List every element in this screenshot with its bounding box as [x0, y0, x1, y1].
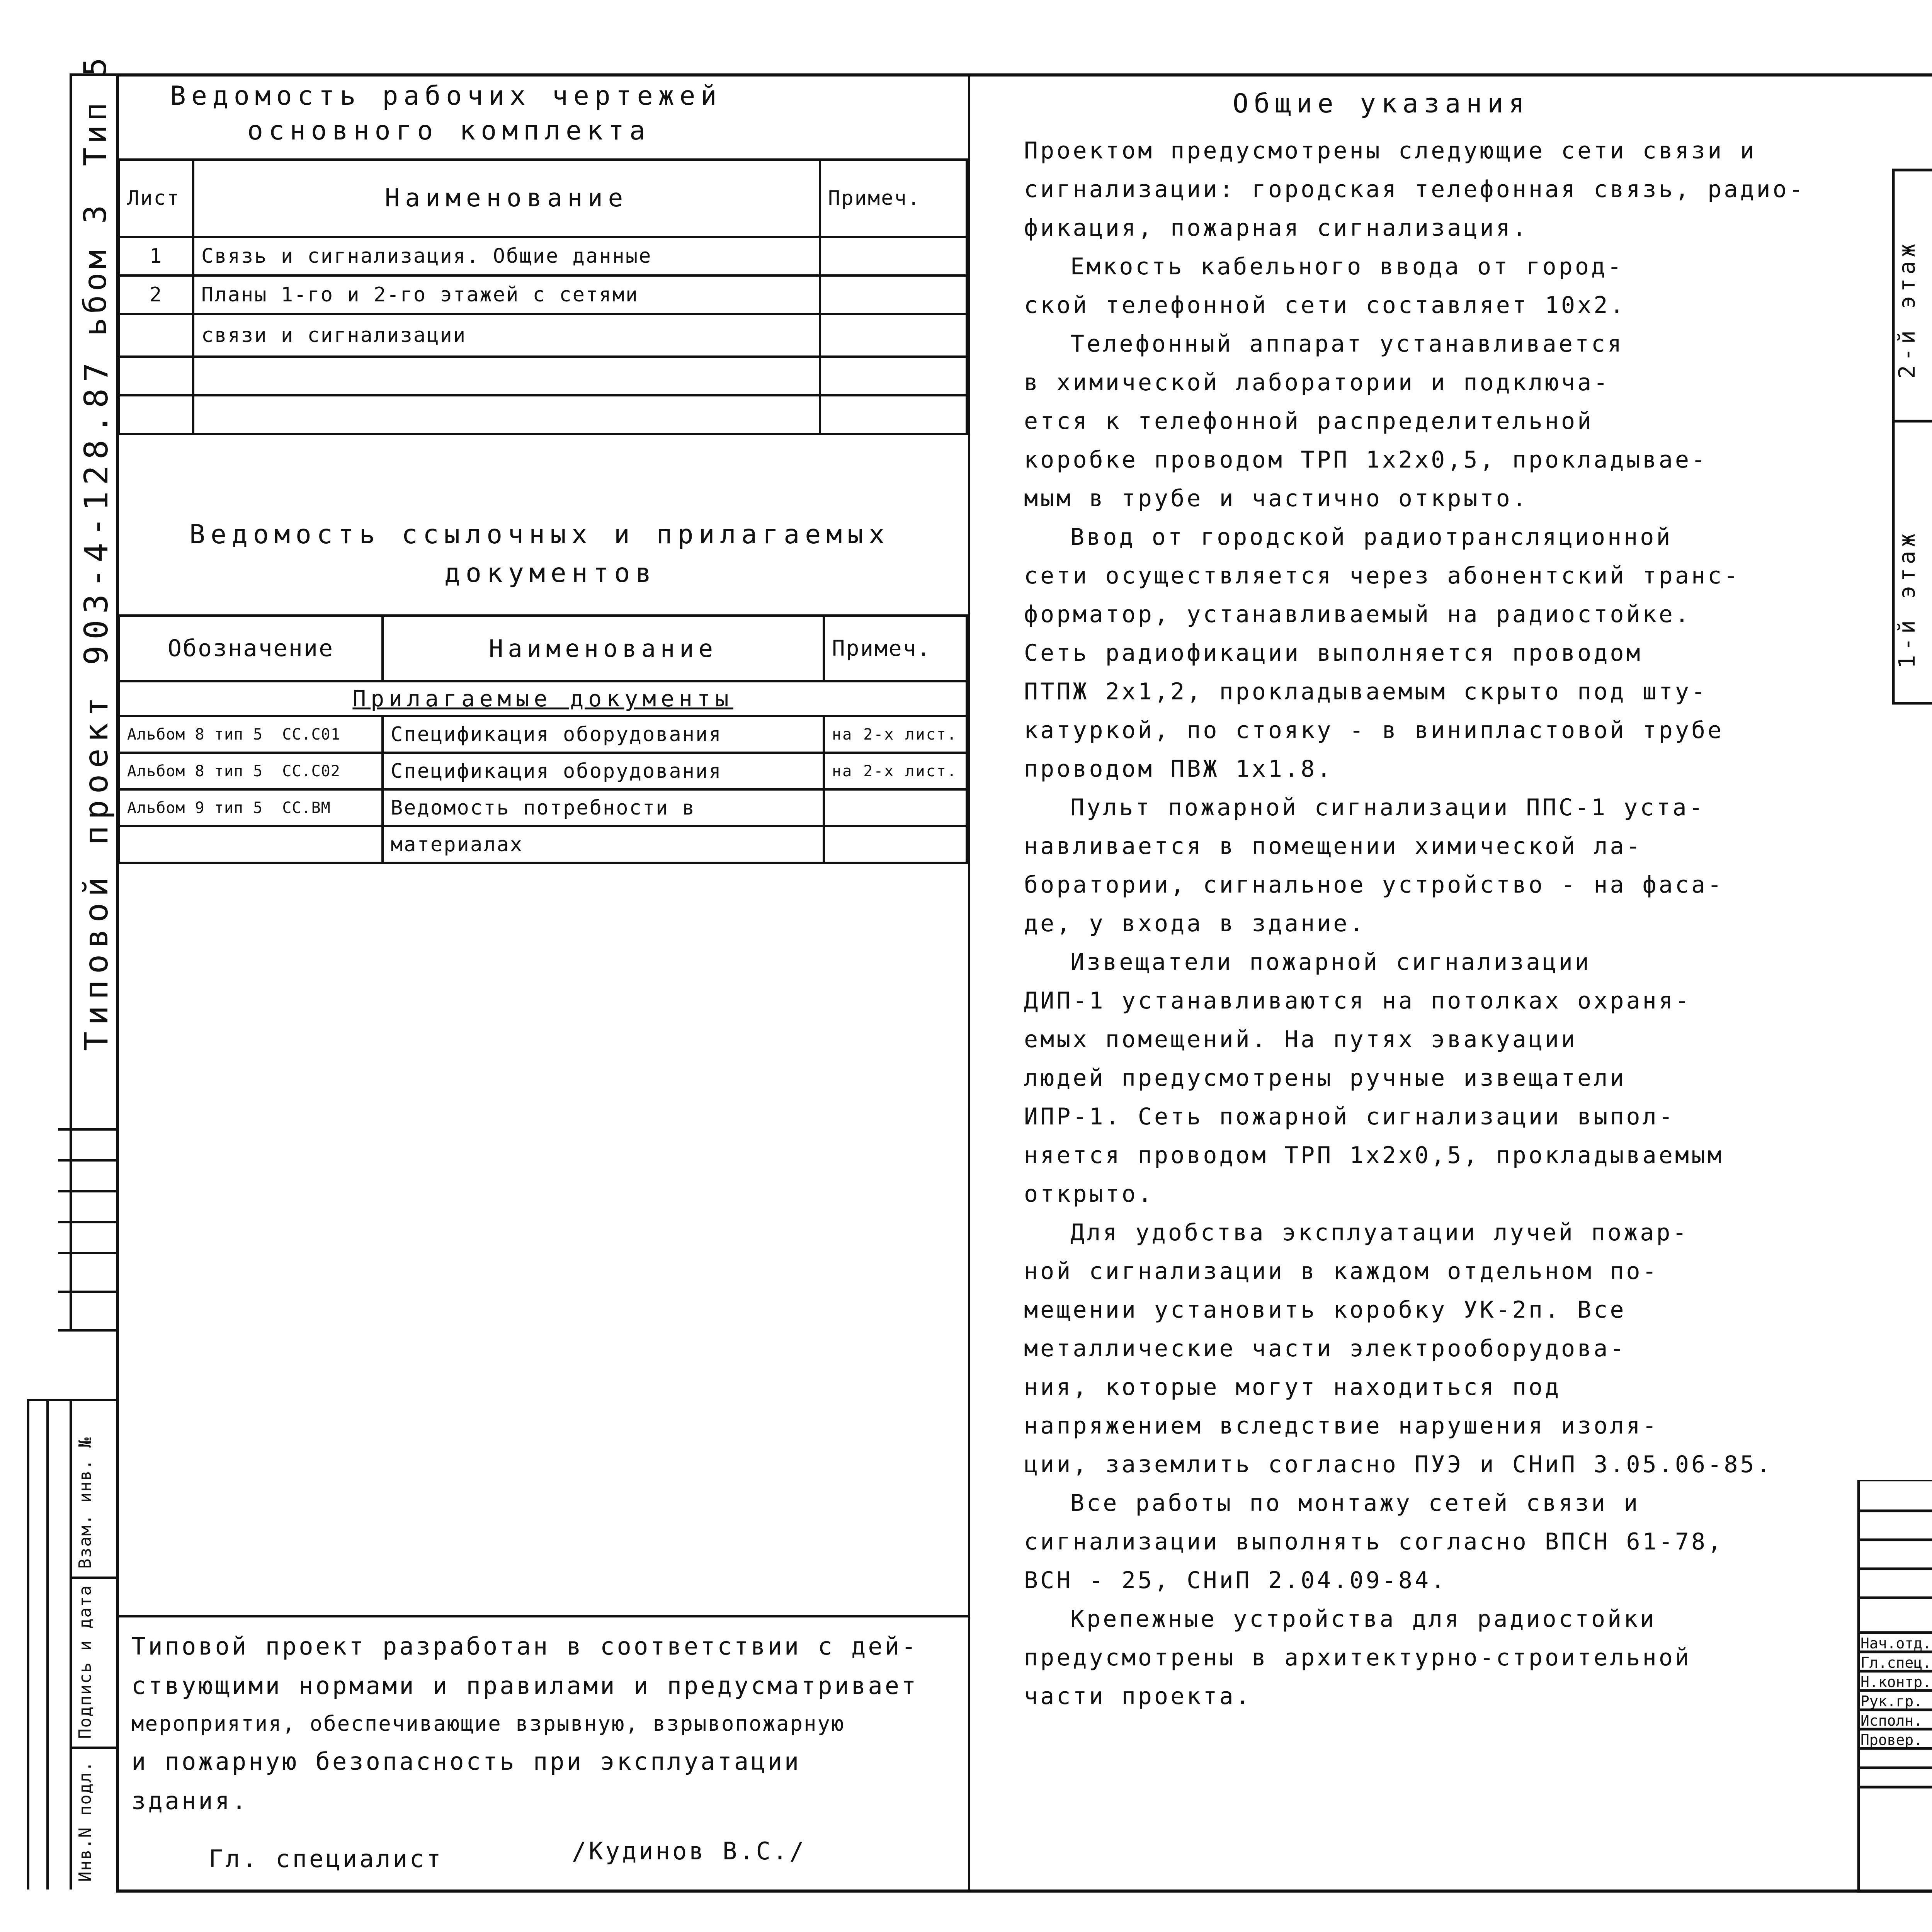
floor-1-label: 1-й этаж	[1894, 529, 1920, 668]
notes-line: сигнализации: городская телефонная связь, радио-	[1024, 176, 1805, 203]
notes-line: коробке проводом ТРП 1х2х0,5, прокладывае-	[1024, 446, 1708, 473]
svg-text:Провер.: Провер.	[1861, 1731, 1923, 1748]
stamp-box-line	[70, 1399, 72, 1889]
notes-line: ДИП-1 устанавливаются на потолках охраня-	[1024, 987, 1692, 1014]
col-sheet: Лист	[119, 160, 193, 237]
notes-line: Крепежные устройства для радиостойки	[1070, 1605, 1656, 1633]
notes-line: металлические части электрооборудова-	[1024, 1335, 1626, 1362]
notes-line: Ввод от городской радиотрансляционной	[1070, 524, 1673, 551]
table-row: 1 Связь и сигнализация. Общие данные	[119, 237, 967, 276]
table-row: связи и сигнализации	[119, 314, 967, 357]
refs-title-1: Ведомость ссылочных и прилагаемых	[189, 519, 890, 550]
strip-tick	[58, 1159, 116, 1162]
strip-tick	[58, 1221, 116, 1223]
column-divider-1	[968, 73, 970, 1893]
notes-line: предусмотрены в архитектурно-строительной	[1024, 1644, 1692, 1671]
table-row: Альбом 9 тип 5 СС.ВМ Ведомость потребности в	[119, 789, 967, 826]
table-row: 2 Планы 1-го и 2-го этажей с сетями	[119, 276, 967, 314]
notes-line: емых помещений. На путях эвакуации	[1024, 1026, 1578, 1053]
statement-top	[118, 1615, 970, 1617]
project-label: Типовой проект 903-4-128.87	[77, 356, 115, 1051]
notes-line: форматор, устанавливаемый на радиостойке.	[1024, 601, 1692, 628]
refs-section: Прилагаемые документы	[119, 681, 967, 716]
notes-line: Все работы по монтажу сетей связи и	[1070, 1490, 1640, 1517]
notes-body	[1024, 139, 1855, 1723]
col-name: Наименование	[193, 160, 820, 237]
notes-line: де, у входа в здание.	[1024, 910, 1366, 937]
drawings-title-1: Ведомость рабочих чертежей	[170, 81, 722, 111]
svg-text:Рук.гр.: Рук.гр.	[1861, 1693, 1923, 1710]
statement-text: Типовой проект разработан в соответствии с дей- ствующими нормами и правилами и предусматривает мероприятия, обеспечивающие взрывную, взрывопожарную и пожарную безопасность при эксплуатации здания.	[131, 1632, 918, 1815]
notes-line: проводом ПВЖ 1х1.8.	[1024, 755, 1333, 782]
frame-bottom	[116, 1889, 1932, 1893]
notes-line: мым в трубе и частично открыто.	[1024, 485, 1529, 512]
notes-line: сигнализации выполнять согласно ВПСН 61-78,	[1024, 1528, 1724, 1555]
strip-tick	[58, 1190, 116, 1192]
signer-name: /Кудинов В.С./	[572, 1837, 806, 1865]
stamp-box-line	[70, 1747, 116, 1749]
notes-line: няется проводом ТРП 1х2х0,5, прокладываемым	[1024, 1142, 1724, 1169]
notes-line: фикация, пожарная сигнализация.	[1024, 214, 1529, 242]
stamp-box-line	[27, 1399, 29, 1889]
notes-line: боратории, сигнальное устройство - на фаса-	[1024, 871, 1724, 898]
table-row: Альбом 8 тип 5 СС.С01 Спецификация оборудования на 2-х лист.	[119, 716, 967, 753]
notes-line: Для удобства эксплуатации лучей пожар-	[1070, 1219, 1689, 1246]
notes-line: людей предусмотрены ручные извещатели	[1024, 1065, 1626, 1092]
notes-title: Общие указания	[1233, 88, 1530, 119]
stamp-box-line	[70, 1577, 116, 1579]
notes-line: ской телефонной сети составляет 10х2.	[1024, 292, 1626, 319]
notes-line: ется к телефонной распределительной	[1024, 408, 1594, 435]
col-remark: Примеч.	[824, 616, 967, 681]
strip-tick	[58, 1291, 116, 1293]
strip-line	[70, 73, 72, 1329]
notes-line: ной сигнализации в каждом отдельном по-	[1024, 1258, 1659, 1285]
stamp-replace: Взам. инв. №	[75, 1437, 95, 1569]
table-row: Альбом 8 тип 5 СС.С02 Спецификация оборудования на 2-х лист.	[119, 753, 967, 789]
notes-line: открыто.	[1024, 1180, 1154, 1208]
floor-2-label: 2-й этаж	[1894, 240, 1920, 379]
notes-line: Извещатели пожарной сигнализации	[1070, 949, 1591, 976]
svg-text:Н.контр.: Н.контр.	[1861, 1673, 1932, 1690]
strip-tick	[58, 1329, 116, 1332]
svg-text:Исполн.: Исполн.	[1861, 1712, 1923, 1729]
refs-table	[118, 614, 968, 864]
stamp-sign: Подпись и дата	[75, 1585, 95, 1739]
notes-line: в химической лаборатории и подключа-	[1024, 369, 1610, 396]
table-row: материалах	[119, 826, 967, 863]
schema-diagram	[1886, 162, 1932, 711]
notes-line: части проекта.	[1024, 1683, 1252, 1710]
frame-top	[116, 73, 1932, 77]
table-row	[119, 357, 967, 395]
notes-line: Сеть радиофикации выполняется проводом	[1024, 639, 1643, 667]
notes-line: катуркой, по стояку - в винипластовой трубе	[1024, 717, 1724, 744]
signer-role: Гл. специалист	[209, 1845, 443, 1873]
notes-line: сети осуществляется через абонентский транс-	[1024, 562, 1740, 589]
notes-line: ИПР-1. Сеть пожарной сигнализации выпол-	[1024, 1103, 1675, 1130]
refs-title-2: документов	[444, 558, 657, 588]
col-designation: Обозначение	[119, 616, 383, 681]
stamp-inv: Инв.N подл.	[75, 1760, 95, 1882]
notes-line: ния, которые могут находиться под	[1024, 1374, 1561, 1401]
svg-text:Нач.отд.: Нач.отд.	[1861, 1635, 1932, 1652]
type-label: Тип 5	[77, 54, 113, 166]
table-row	[119, 395, 967, 434]
notes-line: навливается в помещении химической ла-	[1024, 833, 1643, 860]
notes-line: Проектом предусмотрены следующие сети связи и	[1024, 137, 1757, 164]
notes-line: напряжением вследствие нарушения изоля-	[1024, 1412, 1659, 1439]
drawings-title-2: основного комплекта	[247, 116, 651, 146]
strip-tick	[58, 1252, 116, 1254]
col-title: Наименование	[383, 616, 824, 681]
notes-line: Емкость кабельного ввода от город-	[1070, 253, 1624, 280]
notes-line: мещении установить коробку УК-2п. Все	[1024, 1296, 1626, 1323]
stamp-box-line	[27, 1399, 116, 1401]
title-block-grid	[1855, 1480, 1932, 1893]
notes-line: ции, заземлить согласно ПУЭ и СНиП 3.05.06-85.	[1024, 1451, 1773, 1478]
notes-line: Телефонный аппарат устанавливается	[1070, 330, 1624, 357]
stamp-box-line	[46, 1399, 49, 1889]
strip-tick	[58, 1128, 116, 1131]
notes-line: ПТПЖ 2х1,2, прокладываемым скрыто под шту-	[1024, 678, 1708, 705]
notes-line: Пульт пожарной сигнализации ППС-1 уста-	[1070, 794, 1705, 821]
col-note: Примеч.	[820, 160, 967, 237]
drawings-table	[118, 158, 968, 435]
album-label: ьбом 3	[77, 201, 113, 336]
svg-text:Гл.спец.: Гл.спец.	[1861, 1654, 1932, 1671]
notes-line: ВСН - 25, СНиП 2.04.09-84.	[1024, 1567, 1447, 1594]
